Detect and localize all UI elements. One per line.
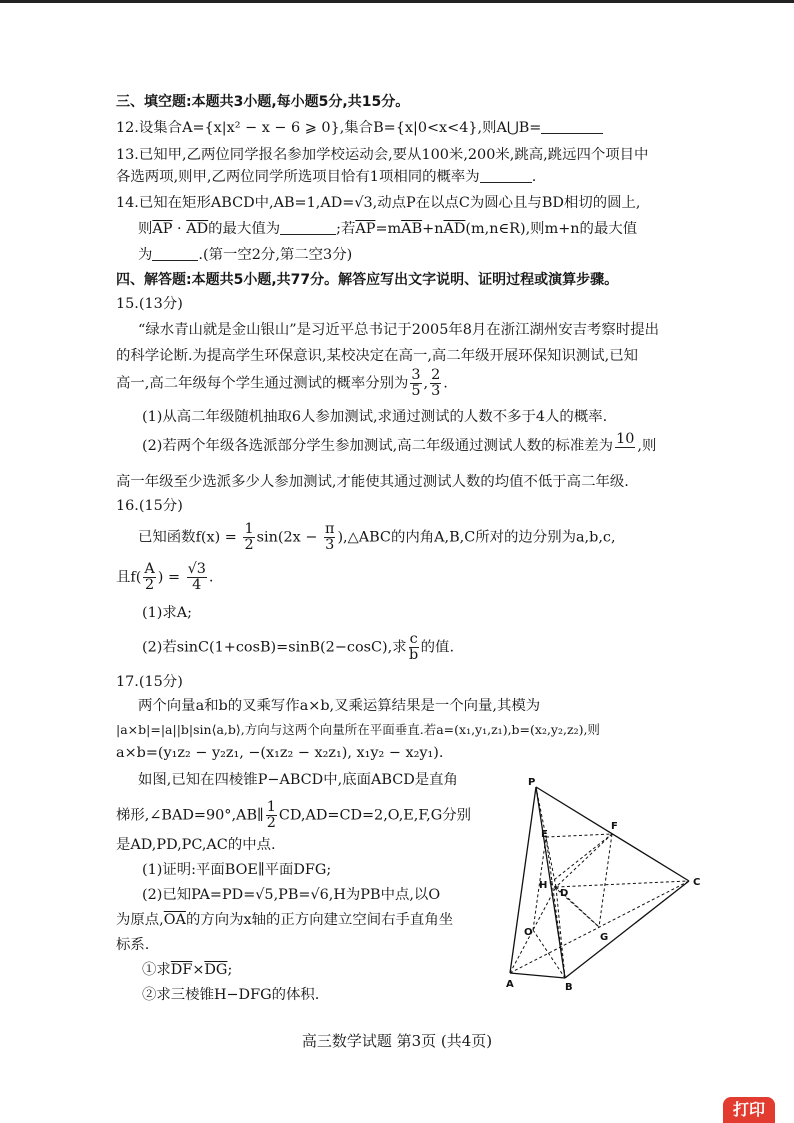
q16-paragraph-line1 bbox=[138, 522, 616, 553]
vector-ap: $\overline{AP}$ bbox=[152, 221, 173, 237]
q17-subquestion-2: (2)已知PA=PD=√5,PB=√6,H为PB中点,以O bbox=[142, 887, 441, 903]
q14-line2 bbox=[138, 219, 637, 239]
q14-answer-blank-1[interactable] bbox=[280, 220, 336, 235]
vertex-label-a: A bbox=[506, 979, 514, 990]
numerator: 1 bbox=[244, 521, 254, 537]
fraction-c-b bbox=[409, 632, 419, 663]
numerator: 10 bbox=[616, 431, 635, 447]
numerator: √3 bbox=[187, 561, 206, 577]
q17-paragraph-line1: 两个向量a和b的叉乘写作a×b,叉乘运算结果是一个向量,其模为 bbox=[138, 698, 541, 714]
section4-heading: 四、解答题:本题共5小题,共77分。解答应写出文字说明、证明过程或演算步骤。 bbox=[116, 272, 619, 288]
vertex-label-o: O bbox=[524, 927, 533, 938]
q16-text-d: 且f( bbox=[116, 569, 142, 586]
q16-text-c: ),△ABC的内角A,B,C所对的边分别为a,b,c, bbox=[337, 529, 616, 546]
section3-heading: 三、填空题:本题共3小题,每小题5分,共15分。 bbox=[116, 94, 410, 110]
fraction-pi-3 bbox=[324, 522, 335, 553]
seg-ob bbox=[533, 930, 565, 978]
dot-operator: · bbox=[172, 221, 187, 237]
q16-label: 16.(15分) bbox=[116, 498, 183, 514]
seg-fd bbox=[556, 834, 612, 887]
denominator: b bbox=[409, 647, 419, 663]
vector-ap-2: $\overline{AP}$ bbox=[355, 221, 376, 237]
denominator: 4 bbox=[192, 577, 202, 593]
q17-text-c: 为原点, bbox=[116, 912, 164, 928]
edge-bc bbox=[565, 881, 689, 978]
q15-subquestion-2 bbox=[142, 432, 656, 460]
q17-item-1 bbox=[142, 960, 232, 980]
q14-answer-blank-2[interactable] bbox=[152, 246, 198, 261]
denominator: 2 bbox=[144, 577, 155, 593]
fraction-1-2 bbox=[243, 522, 254, 553]
fraction-3-5 bbox=[410, 368, 421, 399]
q17-item-2: ②求三棱锥H−DFG的体积. bbox=[142, 987, 320, 1003]
vector-df: $\overline{DF}$ bbox=[170, 962, 193, 978]
q17-subquestion-2-line3: 标系. bbox=[116, 937, 150, 953]
q17-item1-text: ①求 bbox=[142, 962, 171, 978]
edge-ab bbox=[510, 973, 565, 978]
q14-text-e: +n bbox=[422, 221, 444, 237]
cross-operator: × bbox=[192, 962, 205, 978]
vector-oa: $\overline{OA}$ bbox=[163, 912, 186, 928]
q14-text-b: 的最大值为 bbox=[208, 221, 281, 237]
fraction-a-2 bbox=[143, 562, 155, 593]
q16-text-a: 已知函数f(x) = bbox=[138, 529, 242, 546]
q13-text: 各选两项,则甲,乙两位同学所选项目恰有1项相同的概率为 bbox=[116, 169, 480, 185]
q16-subquestion-2 bbox=[142, 632, 454, 663]
q14-text-f: (m,n∈R),则m+n的最大值 bbox=[465, 221, 638, 237]
vertex-label-c: C bbox=[693, 877, 701, 888]
q15-subquestion-2-line2: 高一年级至少选派多少人参加测试,才能使其通过测试人数的均值不低于高二年级. bbox=[116, 474, 629, 490]
q17-item1-end: ; bbox=[227, 962, 233, 978]
fraction-sqrt3-4 bbox=[187, 562, 207, 593]
q12-text: 设集合A={x|x² − x − 6 ⩾ 0},集合B={x|0<x<4},则A⋃B= bbox=[138, 120, 542, 136]
vertex-label-g: G bbox=[600, 932, 609, 943]
numerator: 2 bbox=[431, 367, 441, 383]
numerator: 3 bbox=[411, 367, 421, 383]
page-top-border bbox=[0, 0, 794, 3]
parallel-equal-symbol: ∥ bbox=[257, 807, 264, 824]
q15-text: 高一,高二年级每个学生通过测试的概率分别为 bbox=[116, 375, 409, 392]
q15-label: 15.(13分) bbox=[116, 296, 183, 312]
vector-dg: $\overline{DG}$ bbox=[204, 962, 228, 978]
print-button[interactable]: 打印 bbox=[723, 1097, 775, 1123]
edge-dc bbox=[556, 881, 689, 887]
q16-sub2-text: (2)若sinC(1+cosB)=sinB(2−cosC),求 bbox=[142, 639, 407, 656]
q16-text-e: ) = bbox=[157, 569, 185, 586]
numerator: π bbox=[324, 521, 335, 537]
denominator: 2 bbox=[266, 815, 276, 831]
q17-paragraph-line6: 是AD,PD,PC,AC的中点. bbox=[116, 837, 276, 853]
edge-pa bbox=[510, 787, 536, 973]
q17-text-b: CD,AD=CD=2,O,E,F,G分别 bbox=[278, 807, 471, 824]
q16-paragraph-line2 bbox=[116, 562, 213, 593]
q17-paragraph-line3: a×b=(y₁z₂ − y₂z₁, −(x₁z₂ − x₂z₁), x₁y₂ − x₂y₁). bbox=[116, 745, 444, 761]
q17-subquestion-2-line2 bbox=[116, 910, 453, 930]
q14-text-d: =m bbox=[375, 221, 402, 237]
q15-text-end: . bbox=[443, 375, 448, 392]
q16-sub2-end: 的值. bbox=[420, 639, 455, 656]
q14-text-g: 为 bbox=[138, 247, 153, 263]
edge-pc bbox=[536, 787, 689, 881]
q14-text-h: .(第一空2分,第二空3分) bbox=[198, 247, 353, 263]
q14-line3 bbox=[138, 245, 352, 265]
vertex-label-d: D bbox=[560, 888, 569, 899]
vertex-label-f: F bbox=[611, 821, 618, 832]
seg-ef bbox=[546, 834, 612, 837]
page-footer: 高三数学试题 第3页 (共4页) bbox=[301, 1032, 493, 1050]
q15-paragraph-line1: “绿水青山就是金山银山”是习近平总书记于2005年8月在浙江湖州安吉考察时提出 bbox=[138, 322, 659, 338]
denominator: 3 bbox=[325, 537, 335, 553]
vector-ad-2: $\overline{AD}$ bbox=[443, 221, 466, 237]
q15-paragraph-line2: 的科学论断.为提高学生环保意识,某校决定在高一,高二年级开展环保知识测试,已知 bbox=[116, 348, 638, 364]
q17-paragraph-line5 bbox=[116, 800, 471, 831]
denominator: 5 bbox=[411, 383, 421, 399]
q17-subquestion-1: (1)证明:平面BOE∥平面DFG; bbox=[142, 862, 332, 878]
q16-text-f: . bbox=[208, 569, 214, 586]
q13-line1: 13.已知甲,乙两位同学报名参加学校运动会,要从100米,200米,跳高,跳远四个项目中 bbox=[116, 147, 649, 163]
fraction-2-3 bbox=[430, 368, 441, 399]
vector-ad: $\overline{AD}$ bbox=[186, 221, 209, 237]
seg-hf bbox=[550, 834, 612, 883]
q17-label: 17.(15分) bbox=[116, 674, 183, 690]
q14-text-a: 则 bbox=[138, 221, 153, 237]
numerator: c bbox=[409, 631, 418, 647]
q15-paragraph-line3: 高一,高二年级每个学生通过测试的概率分别为 $\frac{3}{5}$ , $\frac{2}{3}$ . bbox=[116, 367, 448, 399]
q17-paragraph-line4: 如图,已知在四棱锥P−ABCD中,底面ABCD是直角 bbox=[138, 772, 458, 788]
q12-number: 12. bbox=[116, 120, 139, 136]
fraction-half bbox=[266, 800, 277, 831]
q17-text-d: 的方向为x轴的正方向建立空间右手直角坐 bbox=[185, 912, 454, 928]
seg-fg bbox=[599, 834, 612, 927]
q14-text-c: ;若 bbox=[336, 221, 356, 237]
numerator: A bbox=[144, 561, 155, 577]
vector-ab: $\overline{AB}$ bbox=[401, 221, 423, 237]
q15-subquestion-1: (1)从高二年级随机抽取6人参加测试,求通过测试的人数不多于4人的概率. bbox=[142, 409, 608, 425]
vertex-label-e: E bbox=[541, 829, 548, 840]
q15-sub2-end: ,则 bbox=[637, 438, 657, 454]
q13-answer-blank[interactable] bbox=[480, 168, 532, 183]
vertex-label-p: P bbox=[528, 777, 536, 788]
q13-line2 bbox=[116, 167, 536, 187]
q16-subquestion-1: (1)求A; bbox=[142, 605, 193, 621]
question-12 bbox=[116, 118, 603, 138]
denominator: 3 bbox=[431, 383, 441, 399]
vertex-label-h: H bbox=[539, 880, 548, 891]
q12-answer-blank[interactable] bbox=[541, 119, 603, 134]
q17-text-a: 梯形,∠BAD=90°,AB bbox=[116, 807, 258, 824]
q15-sub2-text: (2)若两个年级各选派部分学生参加测试,高二年级通过测试人数的标准差为 bbox=[142, 438, 614, 454]
q13-end: . bbox=[531, 169, 537, 185]
pyramid-figure bbox=[498, 775, 713, 997]
vertex-label-b: B bbox=[565, 982, 573, 993]
denominator: 2 bbox=[244, 537, 254, 553]
fraction-std-dev bbox=[615, 432, 635, 460]
numerator: 1 bbox=[266, 799, 276, 815]
q16-text-b: sin(2x − bbox=[256, 529, 322, 546]
q14-line1: 14.已知在矩形ABCD中,AB=1,AD=√3,动点P在以点C为圆心且与BD相切的圆上, bbox=[116, 195, 641, 211]
q17-paragraph-line2: |a×b|=|a||b|sin⟨a,b⟩,方向与这两个向量所在平面垂直.若a=(x₁,y₁,z₁),b=(x₂,y₂,z₂),则 bbox=[116, 722, 600, 737]
